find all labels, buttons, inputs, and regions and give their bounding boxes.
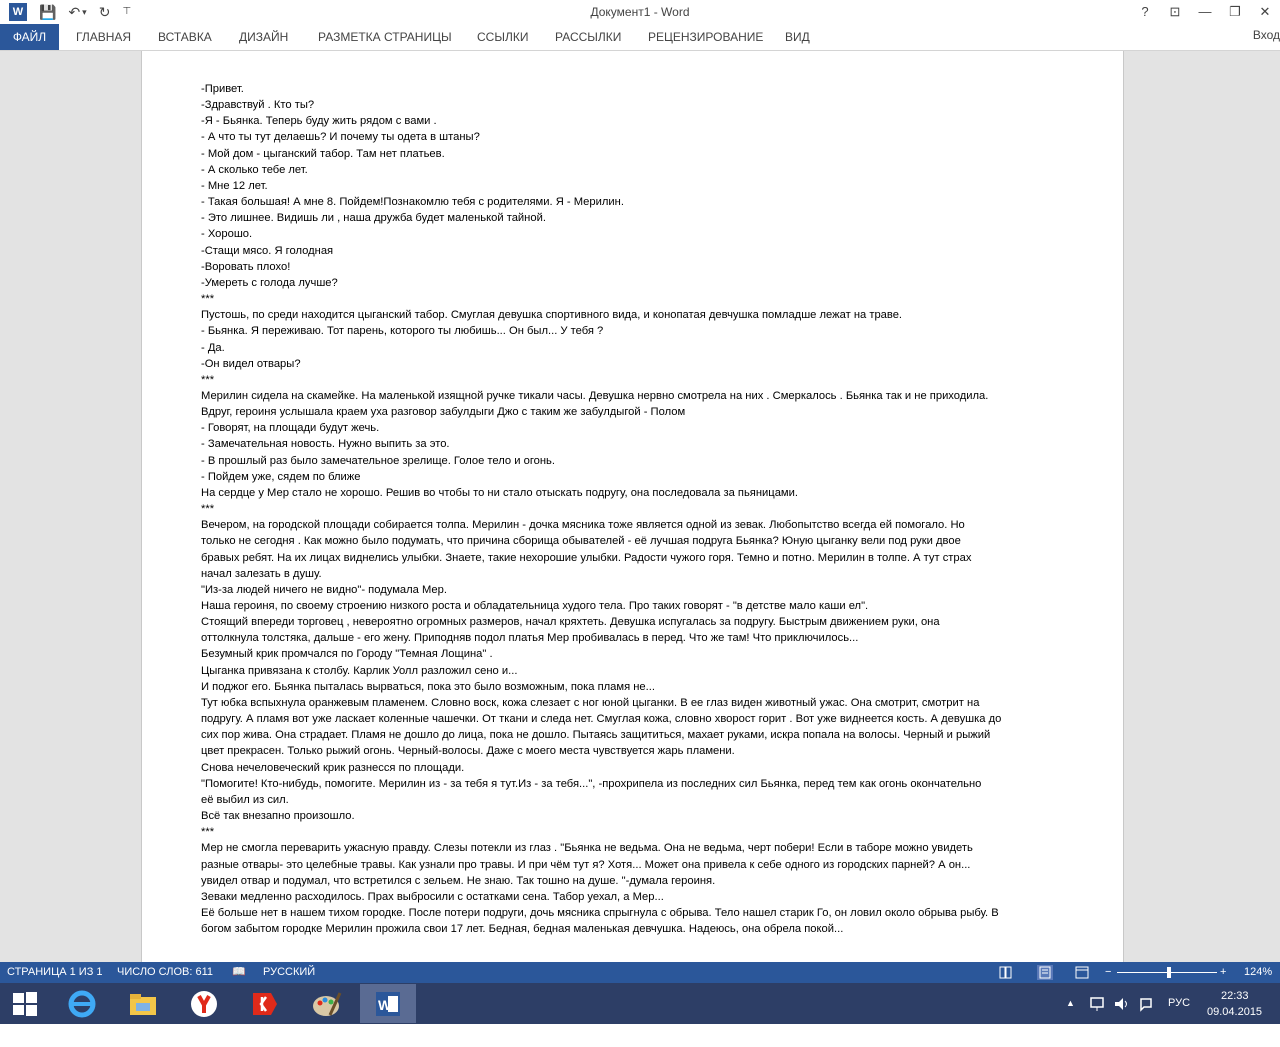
document-line: - Пойдем уже, сядем по ближе [201, 470, 361, 483]
document-line: её выбил из сил. [201, 793, 289, 806]
tray-language[interactable]: РУС [1168, 997, 1191, 1009]
document-line: Тут юбка вспыхнула оранжевым пламенем. Словно воск, кожа слезает с ног юной цыганки. В ее глаз виден животный ужас. Она смотрит, смотрит на [201, 696, 980, 709]
document-body[interactable] [201, 81, 1081, 937]
web-layout-icon[interactable] [1075, 966, 1089, 979]
ribbon-display-options-icon[interactable]: ⊡ [1169, 4, 1181, 19]
document-line: Вечером, на городской площади собирается толпа. Мерилин - дочка мясника тоже является одной из зевак. Любопытство всегда ей помогало. Но [201, 519, 965, 532]
zoom-out-button[interactable]: − [1105, 966, 1112, 978]
show-hidden-icons[interactable]: ▲ [1066, 998, 1075, 1008]
customize-toolbar-icon[interactable]: ⊤ [122, 6, 132, 17]
undo-dropdown-icon[interactable]: ▾ [82, 7, 87, 17]
word-count[interactable]: ЧИСЛО СЛОВ: 611 [117, 966, 213, 978]
document-line: - Замечательная новость. Нужно выпить за это. [201, 438, 450, 451]
document-line: - Это лишнее. Видишь ли , наша дружба будет маленькой тайной. [201, 212, 546, 225]
document-line: "Из-за людей ничего не видно"- подумала Мер. [201, 583, 447, 596]
document-page[interactable] [141, 51, 1124, 962]
ribbon-tabs [0, 24, 1280, 51]
windows-taskbar [0, 983, 1280, 1024]
volume-icon[interactable] [1113, 996, 1129, 1037]
document-line: -Здравствуй . Кто ты? [201, 99, 315, 112]
redo-icon[interactable]: ↻ [98, 4, 111, 20]
document-line: Зеваки медленно расходилось. Прах выбросили с остатками сена. Табор уехал, а Мер... [201, 890, 664, 903]
restore-icon[interactable]: ❐ [1229, 4, 1241, 19]
file-explorer-icon [128, 991, 158, 1017]
document-line: - Хорошо. [201, 228, 253, 241]
svg-text:W: W [378, 996, 392, 1013]
document-line: *** [201, 826, 215, 839]
zoom-in-button[interactable]: + [1220, 966, 1227, 978]
save-icon[interactable]: 💾 [39, 4, 57, 20]
document-line: - Бьянка. Я переживаю. Тот парень, которого ты любишь... Он был... У тебя ? [201, 325, 604, 338]
word-icon [373, 989, 403, 1019]
document-line: -Умереть с голода лучше? [201, 276, 338, 289]
zoom-slider-thumb[interactable] [1167, 967, 1171, 978]
sign-in-link[interactable]: Вход [1252, 28, 1280, 42]
document-line: Всё так внезапно произошло. [201, 810, 355, 823]
taskbar-yandex-browser[interactable] [176, 984, 232, 1023]
tab-insert[interactable]: ВСТАВКА [158, 30, 212, 44]
window-controls [1130, 0, 1280, 24]
close-icon[interactable]: ✕ [1259, 4, 1271, 19]
clock-time[interactable]: 22:33 [1221, 990, 1249, 1002]
internet-explorer-icon [67, 989, 97, 1019]
document-line: подругу. А пламя вот уже ласкает коленные чашечки. От ткани и следа нет. Смуглая кожа, словно хворост горит . Вот уже виднеется кость. А девушка до [201, 713, 1002, 726]
clock-date[interactable]: 09.04.2015 [1207, 1006, 1263, 1018]
document-line: только не сегодня . Как можно было подумать, что причина сборища обывателей - её лучшая подруга Бьянка? Юную цыганку вели под руки двое [201, 535, 961, 548]
undo-icon[interactable]: ↶ [68, 4, 81, 20]
tab-file[interactable]: ФАЙЛ [0, 24, 59, 50]
document-line: *** [201, 293, 215, 306]
window-title: Документ1 - Word [590, 5, 690, 19]
network-icon[interactable] [1089, 996, 1105, 1037]
document-line: -Привет. [201, 83, 244, 95]
document-line: - Такая большая! А мне 8. Пойдем!Познакомлю тебя с родителями. Я - Мерилин. [201, 196, 624, 209]
document-line: - А что ты тут делаешь? И почему ты одета в штаны? [201, 131, 480, 144]
document-line: богом забытом городке Мерилин прожила свои 17 лет. Бедная, бедная маленькая девчушка. Надеюсь, она обрела покой... [201, 923, 844, 936]
document-line: Наша героиня, по своему строению низкого роста и обладательница худого тела. Про таких говорят - "в детстве мало каши ел". [201, 600, 869, 612]
taskbar-ie[interactable] [54, 984, 110, 1023]
document-line: Цыганка привязана к столбу. Карлик Уолл разложил сено и... [201, 664, 518, 677]
paint-icon [310, 989, 342, 1019]
document-line: сих пор жива. Она страдает. Пламя не дошло до лица, пока не дошло. Пытаясь защититься, махает руками, искра попала на волосы. Черный и рыжий [201, 729, 991, 742]
document-line: - Говорят, на площади будут жечь. [201, 422, 380, 435]
document-line: На сердце у Мер стало не хорошо. Решив во чтобы то ни стало отыскать подругу, она последовала за пьяницами. [201, 486, 798, 499]
help-icon[interactable]: ? [1141, 4, 1149, 19]
tab-home[interactable]: ГЛАВНАЯ [76, 30, 132, 44]
document-line: -Я - Бьянка. Теперь буду жить рядом с вами . [201, 115, 437, 128]
zoom-level[interactable]: 124% [1244, 966, 1273, 978]
yandex-browser-icon [189, 989, 219, 1019]
taskbar-yandex[interactable] [236, 984, 292, 1023]
print-layout-icon[interactable] [1037, 965, 1053, 980]
document-line: Её больше нет в нашем тихом городке. После потери подруги, дочь мясника спрыгнула с обрыва. Тело нашел старик Го, он ловил около обрыва рыбу. В [201, 906, 999, 919]
document-line: оттолкнула толстяка, дальше - его жену. Приподняв подол платья Мер пробивалась в перед. Что же там! Что приключилось... [201, 632, 859, 645]
tab-references[interactable]: ССЫЛКИ [477, 30, 529, 44]
document-line: - Да. [201, 341, 225, 354]
read-mode-icon[interactable] [999, 966, 1013, 979]
word-app-icon[interactable]: W [9, 3, 27, 21]
document-line: увидел отвар и подумал, что встретился с зельем. Не знаю. Так тошно на душе. "-думала героиня. [201, 874, 716, 887]
tab-review[interactable]: РЕЦЕНЗИРОВАНИЕ [648, 30, 764, 44]
document-line: -Он видел отвары? [201, 357, 301, 370]
document-line: - В прошлый раз было замечательное зрелище. Голое тело и огонь. [201, 454, 555, 467]
document-line: - Мне 12 лет. [201, 179, 268, 192]
document-line: Снова нечеловеческий крик разнесся по площади. [201, 761, 465, 774]
taskbar-paint[interactable] [298, 984, 354, 1023]
document-line: бравых ребят. На их лицах виднелись улыбки. Знаете, такие нехорошие улыбки. Радости чужого горя. Темно и потно. Мерилин в толпе. А тут страх [201, 551, 972, 564]
document-line: - Мой дом - цыганский табор. Там нет платьев. [201, 147, 445, 160]
action-center-icon[interactable] [1138, 996, 1154, 1037]
tab-view[interactable]: ВИД [785, 30, 810, 44]
document-line: Стоящий впереди торговец , невероятно огромных размеров, начал кряхтеть. Девушка испугалась за подругу. Быстрым движением руки, она [201, 616, 940, 629]
document-line: Вдруг, героиня услышала краем уха разговор забулдыги Джо с таким же забулдыгой - Полом [201, 406, 686, 419]
windows-logo-icon [12, 991, 38, 1017]
title-bar [0, 0, 1280, 24]
document-workspace [0, 51, 1280, 962]
language-indicator[interactable]: РУССКИЙ [263, 966, 316, 978]
tab-page-layout[interactable]: РАЗМЕТКА СТРАНИЦЫ [318, 30, 452, 44]
document-line: цвет прекрасен. Только рыжий огонь. Черный-волосы. Даже с моего места чувствуется жарь пламени. [201, 745, 735, 758]
tab-mailings[interactable]: РАССЫЛКИ [555, 30, 622, 44]
document-line: Мер не смогла переварить ужасную правду. Слезы потекли из глаз . "Бьянка не ведьма. Она не ведьма, черт побери! Если в таборе можно увидеть [201, 842, 973, 855]
document-line: Безумный крик промчался по Городу "Темная Лощина" . [201, 648, 493, 661]
document-line: -Стащи мясо. Я голодная [201, 244, 334, 257]
tab-design[interactable]: ДИЗАЙН [239, 30, 289, 44]
document-line: - А сколько тебе лет. [201, 163, 308, 176]
taskbar-explorer[interactable] [115, 984, 171, 1023]
status-bar [0, 962, 1280, 983]
document-line: начал залезать в душу. [201, 567, 322, 580]
taskbar-word[interactable] [360, 984, 416, 1023]
document-line: Мерилин сидела на скамейке. На маленькой изящной ручке тикали часы. Девушка нервно смотрела на них . Смеркалось . Бьянка так и не приходила. [201, 389, 989, 402]
minimize-icon[interactable]: — [1198, 4, 1212, 19]
yandex-icon [249, 989, 279, 1019]
document-line: *** [201, 503, 215, 516]
document-line: "Помогите! Кто-нибудь, помогите. Мерилин из - за тебя я тут.Из - за тебя...", -прохрипела из последних сил Бьянка, перед тем как огонь окончательно [201, 777, 982, 790]
page-count[interactable]: СТРАНИЦА 1 ИЗ 1 [7, 966, 103, 978]
document-line: Пустошь, по среди находится цыганский табор. Смуглая девушка спортивного вида, и конопатая девчушка помладше лежат на траве. [201, 309, 903, 322]
start-button[interactable] [0, 984, 50, 1023]
document-line: -Воровать плохо! [201, 260, 291, 273]
document-line: *** [201, 373, 215, 386]
document-line: разные отвары- это целебные травы. Как узнали про травы. И при чём тут я? Хотя... Может она привела к себе одного из городских парней? А он... [201, 858, 971, 871]
proofing-icon[interactable]: 📖 [232, 966, 246, 978]
document-line: И поджог его. Бьянка пыталась вырваться, пока это было возможным, пока пламя не... [201, 680, 655, 693]
